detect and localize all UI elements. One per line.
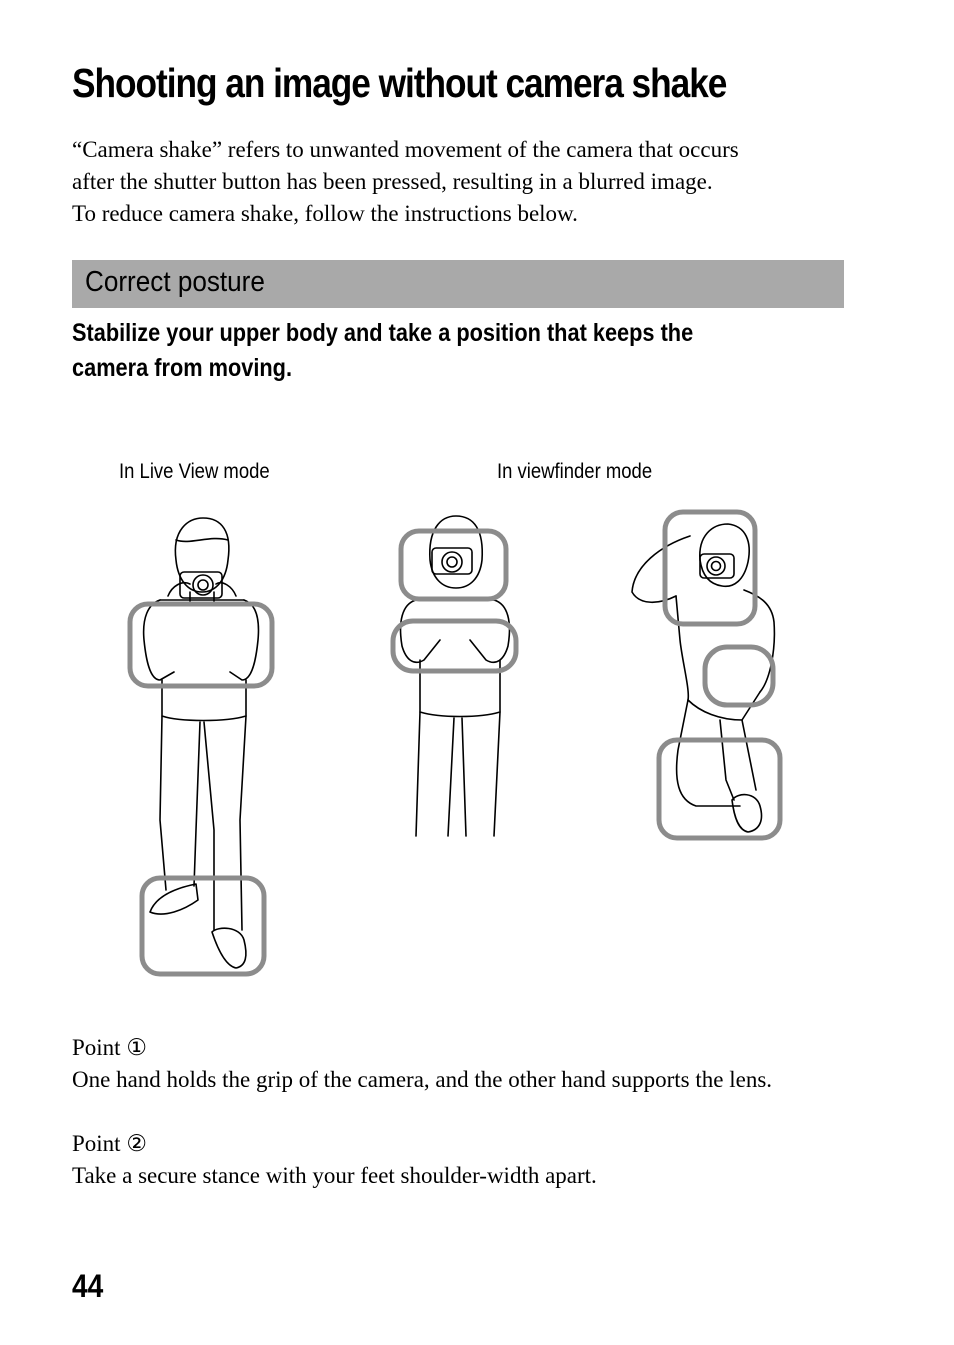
intro-line: To reduce camera shake, follow the instructions below. xyxy=(72,201,578,226)
intro-line: after the shutter button has been pressed, resulting in a blurred image. xyxy=(72,169,713,194)
posture-illustration xyxy=(0,500,954,990)
page-number: 44 xyxy=(72,1268,104,1304)
section-heading: Correct posture xyxy=(85,266,265,298)
highlight-box-knee-3 xyxy=(705,647,773,705)
highlight-box-camera-2 xyxy=(401,531,506,599)
lead-line: Stabilize your upper body and take a position that keeps the xyxy=(72,319,694,347)
figure-live-view xyxy=(144,518,259,968)
intro-paragraph xyxy=(72,134,872,230)
lead-text xyxy=(72,316,820,386)
caption-live-view: In Live View mode xyxy=(119,460,270,483)
intro-line: “Camera shake” refers to unwanted movement of the camera that occurs xyxy=(72,137,739,162)
point-label: Point ② xyxy=(72,1131,147,1156)
point-1 xyxy=(72,1032,772,1096)
point-2 xyxy=(72,1128,597,1192)
point-text: Take a secure stance with your feet shoulder-width apart. xyxy=(72,1163,597,1188)
point-text: One hand holds the grip of the camera, and the other hand supports the lens. xyxy=(72,1067,773,1092)
highlight-box-upper-body-2 xyxy=(393,621,516,671)
lead-line: camera from moving. xyxy=(72,354,292,382)
caption-viewfinder: In viewfinder mode xyxy=(497,460,653,483)
figure-viewfinder-standing xyxy=(401,516,510,836)
page-title: Shooting an image without camera shake xyxy=(72,60,727,106)
section-heading-bar xyxy=(72,260,844,308)
point-label: Point ① xyxy=(72,1035,147,1060)
